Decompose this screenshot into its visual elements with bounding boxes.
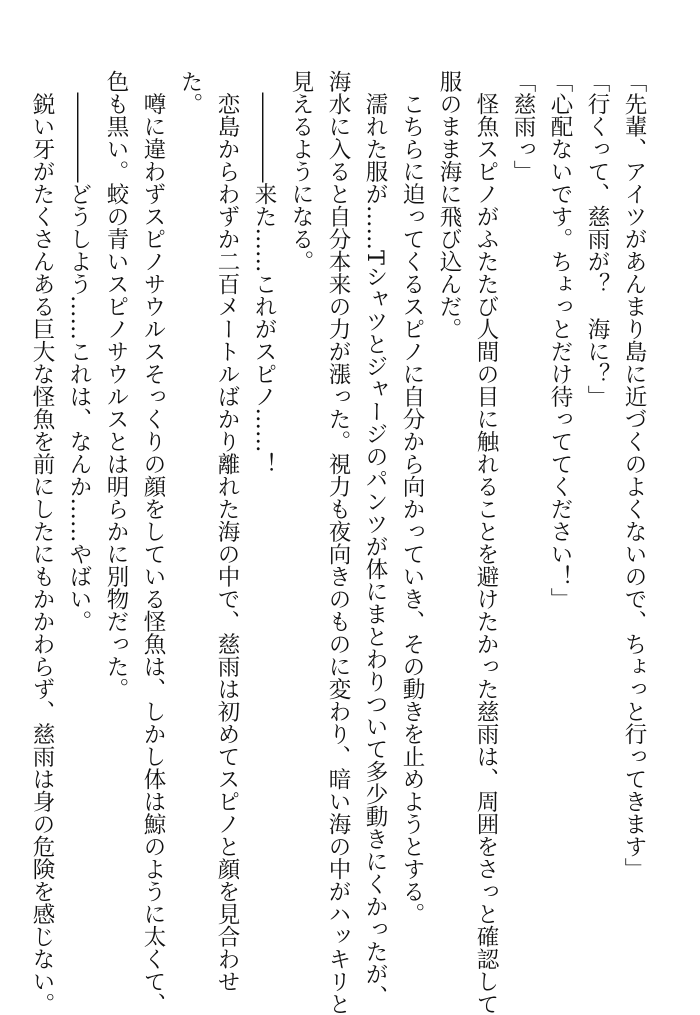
text-line: 「行くって、慈雨が？ 海に？」 bbox=[584, 70, 610, 408]
text-line: 服のまま海に飛び込んだ。 bbox=[436, 70, 462, 340]
text-line: 海水に入ると自分本来の力が漲った。視力も夜向きのものに変わり、暗い海の中がハッキリと bbox=[325, 70, 351, 1015]
text-line: こちらに迫ってくるスピノに自分から向かっていき、その動きを止めようとする。 bbox=[399, 70, 425, 925]
text-line: ――――どうしよう……これは、なんか……やばい。 bbox=[66, 70, 92, 633]
text-line: 噂に違わずスピノサウルスそっくりの顔をしている怪魚は、しかし体は鯨のように太くて、 bbox=[140, 70, 166, 1015]
text-line: 鋭い牙がたくさんある巨大な怪魚を前にしたにもかかわらず、慈雨は身の危険を感じない。 bbox=[29, 70, 55, 1015]
text-line: 「心配ないです。ちょっとだけ待っててください！」 bbox=[547, 70, 573, 610]
text-line: 色も黒い。蛟の青いスピノサウルスとは明らかに別物だった。 bbox=[103, 70, 129, 700]
text-line: 怪魚スピノがふたたび人間の目に触れることを避けたかった慈雨は、周囲をさっと確認して bbox=[473, 70, 499, 1015]
text-line: 「先輩、アイツがあんまり島に近づくのよくないので、ちょっと行ってきます」 bbox=[621, 70, 647, 880]
vertical-text-body bbox=[23, 70, 652, 1015]
text-line: 濡れた服が……Tシャツとジャージのパンツが体にまとわりついて多少動きにくかったが、 bbox=[362, 70, 388, 1008]
text-line: ――――来た……これがスピノ……！ bbox=[251, 70, 277, 475]
text-line: た。 bbox=[177, 70, 203, 115]
text-line: 「慈雨っ」 bbox=[510, 70, 536, 183]
text-line: 恋島からわずか二百メートルばかり離れた海の中で、慈雨は初めてスピノと顔を見合わせ bbox=[214, 70, 240, 993]
text-line: 見えるようになる。 bbox=[288, 70, 314, 273]
